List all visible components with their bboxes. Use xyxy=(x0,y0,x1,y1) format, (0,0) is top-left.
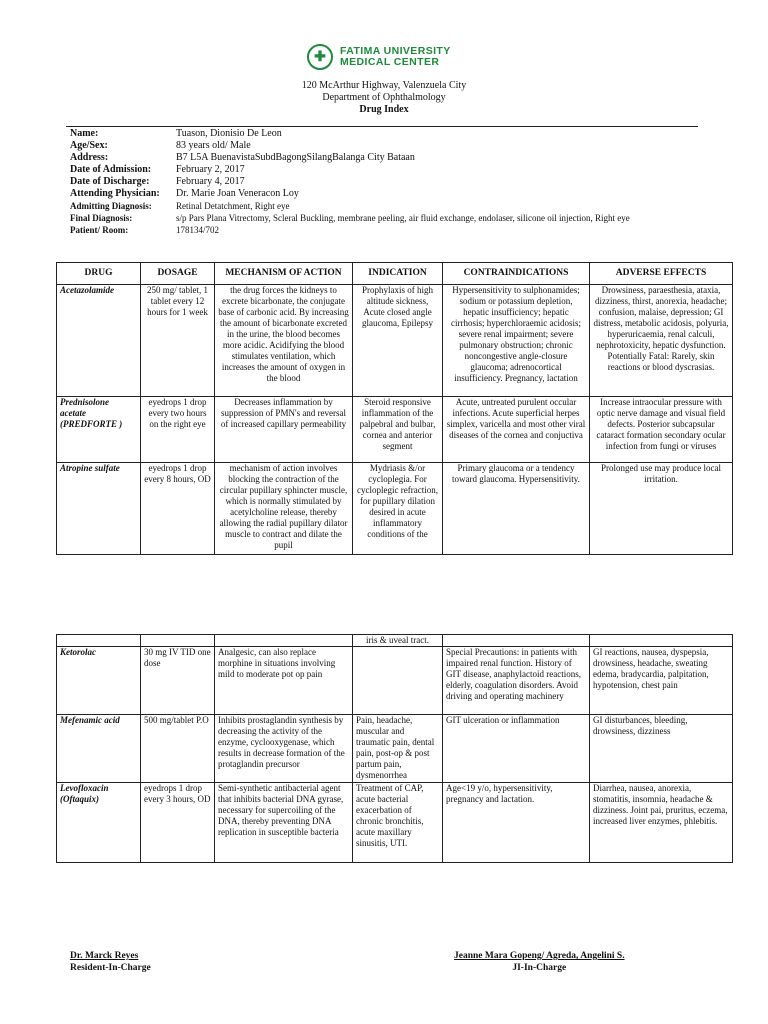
dosage-cell: eyedrops 1 drop every 8 hours, OD xyxy=(141,463,215,555)
patient-row xyxy=(70,128,630,140)
document-title: Drug Index xyxy=(359,104,409,115)
table-row xyxy=(57,463,733,555)
field-value: 83 years old/ Male xyxy=(176,140,251,151)
institution-line2: MEDICAL CENTER xyxy=(340,56,440,68)
column-header-drug: DRUG xyxy=(57,263,141,285)
signature-left xyxy=(70,950,151,974)
adverse-effects-cell: Increase intraocular pressure with optic nerve damage and visual field defects. Posterior subcapsular cataract formation secondary ocular infection from fungi or viruses xyxy=(590,397,733,463)
institution-address: 120 McArthur Highway, Valenzuela City xyxy=(301,80,467,91)
adverse-effects-cell: Drowsiness, paraesthesia, ataxia, dizziness, thirst, anorexia, headache; confusion, malaise, depression; GI distress, metabolic acidosis, polyuria, hyperuricaemia, renal calculi, nephrotoxicity, hepatic dysfunction. Potentially Fatal: Rarely, skin reactions or blood dyscrasias. xyxy=(590,285,733,397)
patient-row xyxy=(70,212,630,224)
patient-row xyxy=(70,152,630,164)
column-header-adverse-effects: ADVERSE EFFECTS xyxy=(590,263,733,285)
contraindications-cell: Acute, untreated purulent occular infections. Acute superficial herpes simplex, varicella and most other viral diseases of the cornea and conjuctiva xyxy=(443,397,590,463)
mechanism-cell: Analgesic, can also replace morphine in situations involving mild to moderate pot op pain xyxy=(215,647,353,715)
field-value: February 4, 2017 xyxy=(176,176,245,187)
resident-name: Dr. Marck Reyes xyxy=(70,951,139,961)
patient-row xyxy=(70,164,630,176)
university-seal-icon: ✚ xyxy=(307,44,333,70)
indication-cell: Prophylaxis of high altitude sickness, Acute closed angle glaucoma, Epilepsy xyxy=(353,285,443,397)
mechanism-cell: mechanism of action involves blocking the contraction of the circular pupillary sphincter muscle, which is normally stimulated by acetylcholine release, thereby allowing the radial pupillary dilator muscle to contract and dilate the pupil xyxy=(215,463,353,555)
indication-cell: Steroid responsive inflammation of the palpebral and bulbar, cornea and anterior segment xyxy=(353,397,443,463)
signature-right xyxy=(454,950,625,974)
ji-role: JI-In-Charge xyxy=(512,963,567,973)
header-divider xyxy=(66,126,698,127)
field-value: Tuason, Dionisio De Leon xyxy=(176,128,282,139)
mechanism-cell: Semi-synthetic antibacterial agent that inhibits bacterial DNA gyrase, necessary for supercoiling of the DNA, thereby preventing DNA replication in susceptible bacteria xyxy=(215,783,353,863)
indication-continuation: iris & uveal tract. xyxy=(353,635,443,647)
institution-logo xyxy=(307,44,451,70)
contraindications-cell: Primary glaucoma or a tendency toward glaucoma. Hypersensitivity. xyxy=(443,463,590,555)
table-row xyxy=(57,397,733,463)
field-label: Date of Discharge: xyxy=(70,176,150,187)
department-name: Department of Ophthalmology xyxy=(322,92,446,103)
field-label: Date of Admission: xyxy=(70,164,152,175)
patient-row xyxy=(70,188,630,200)
contraindications-cell: Hypersensitivity to sulphonamides; sodium or potassium depletion, hepatic insufficiency; hepatic cirrhosis; hyperchloraemic acidosis; severe renal impairment; severe pulmonary obstruction; chronic noncongestive angle-closure glaucoma; adrenocortical insufficiency. Pregnancy, lactation xyxy=(443,285,590,397)
patient-info xyxy=(70,128,630,236)
drug-table-page1 xyxy=(56,262,733,555)
table-header-row xyxy=(57,263,733,285)
institution-name xyxy=(340,46,451,68)
institution-line1: FATIMA UNIVERSITY xyxy=(340,45,451,57)
patient-row xyxy=(70,140,630,152)
drug-name: Ketorolac xyxy=(57,647,141,715)
table-row xyxy=(57,647,733,715)
drug-name: Levofloxacin (Oftaquix) xyxy=(57,783,141,863)
resident-role: Resident-In-Charge xyxy=(70,963,151,973)
field-value: B7 L5A BuenavistaSubdBagongSilangBalanga City Bataan xyxy=(176,152,415,163)
field-value: 178134/702 xyxy=(176,225,220,235)
indication-cell: Pain, headache, muscular and traumatic pain, dental pain, post-op & post partum pain, dysmenorrhea xyxy=(353,715,443,783)
field-label: Address: xyxy=(70,152,109,163)
dosage-cell: 30 mg IV TID one dose xyxy=(141,647,215,715)
drug-table-page2 xyxy=(56,634,733,863)
indication-cell: Treatment of CAP, acute bacterial exacerbation of chronic bronchitis, acute maxillary sinusitis, UTI. xyxy=(353,783,443,863)
mechanism-cell: Decreases inflammation by suppression of PMN's and reversal of increased capillary permeability xyxy=(215,397,353,463)
column-header-indication: INDICATION xyxy=(353,263,443,285)
adverse-effects-cell: Diarrhea, nausea, anorexia, stomatitis, insomnia, headache & dizziness. Joint pai, pruritus, eczema, increased liver enzymes, phlebitis. xyxy=(590,783,733,863)
drug-name: Prednisolone acetate (PREDFORTE ) xyxy=(57,397,141,463)
field-value: February 2, 2017 xyxy=(176,164,245,175)
column-header-contraindications: CONTRAINDICATIONS xyxy=(443,263,590,285)
field-label: Patient/ Room: xyxy=(70,225,129,235)
patient-row xyxy=(70,176,630,188)
patient-row xyxy=(70,200,630,212)
table-row xyxy=(57,285,733,397)
field-value: Retinal Detatchment, Right eye xyxy=(176,201,290,211)
dosage-cell: eyedrops 1 drop every 3 hours, OD xyxy=(141,783,215,863)
field-label: Attending Physician: xyxy=(70,188,160,199)
drug-name: Acetazolamide xyxy=(57,285,141,397)
contraindications-cell: Special Precautions: in patients with impaired renal function. History of GIT disease, anaphylactoid reactions, elderly, coagulation disorders. Avoid driving and operating machinery xyxy=(443,647,590,715)
ji-name: Jeanne Mara Gopeng/ Agreda, Angelini S. xyxy=(454,951,625,961)
mechanism-cell: the drug forces the kidneys to excrete bicarbonate, the conjugate base of carbonic acid. By increasing the amount of bicarbonate excreted in the urine, the blood becomes more acidic. Acidifying the blood stimulates ventilation, which increases the amount of oxygen in the blood xyxy=(215,285,353,397)
dosage-cell: 500 mg/tablet P.O xyxy=(141,715,215,783)
drug-name: Mefenamic acid xyxy=(57,715,141,783)
indication-cell xyxy=(353,647,443,715)
continuation-row xyxy=(57,635,733,647)
field-value: s/p Pars Plana Vitrectomy, Scleral Buckling, membrane peeling, air fluid exchange, endolaser, silicone oil injection, Right eye xyxy=(176,213,630,223)
field-value: Dr. Marie Joan Veneracon Loy xyxy=(176,188,299,199)
adverse-effects-cell: GI disturbances, bleeding, drowsiness, dizziness xyxy=(590,715,733,783)
dosage-cell: eyedrops 1 drop every two hours on the right eye xyxy=(141,397,215,463)
column-header-dosage: DOSAGE xyxy=(141,263,215,285)
field-label: Final Diagnosis: xyxy=(70,213,133,223)
adverse-effects-cell: Prolonged use may produce local irritation. xyxy=(590,463,733,555)
dosage-cell: 250 mg/ tablet, 1 tablet every 12 hours for 1 week xyxy=(141,285,215,397)
mechanism-cell: Inhibits prostaglandin synthesis by decreasing the activity of the enzyme, cyclooxygenase, which results in decrease formation of the protaglandin precursor xyxy=(215,715,353,783)
column-header-mechanism: MECHANISM OF ACTION xyxy=(215,263,353,285)
adverse-effects-cell: GI reactions, nausea, dyspepsia, drowsiness, headache, sweating edema, bradycardia, palpitation, hypotension, chest pain xyxy=(590,647,733,715)
field-label: Name: xyxy=(70,128,99,139)
field-label: Age/Sex: xyxy=(70,140,108,151)
table-row xyxy=(57,715,733,783)
contraindications-cell: GIT ulceration or inflammation xyxy=(443,715,590,783)
drug-name: Atropine sulfate xyxy=(57,463,141,555)
field-label: Admitting Diagnosis: xyxy=(70,201,152,211)
contraindications-cell: Age<19 y/o, hypersensitivity, pregnancy and lactation. xyxy=(443,783,590,863)
table-row xyxy=(57,783,733,863)
patient-row xyxy=(70,224,630,236)
indication-cell: Mydriasis &/or cycloplegia. For cycloplegic refraction, for pupillary dilation desired in acute inflammatory conditions of the xyxy=(353,463,443,555)
